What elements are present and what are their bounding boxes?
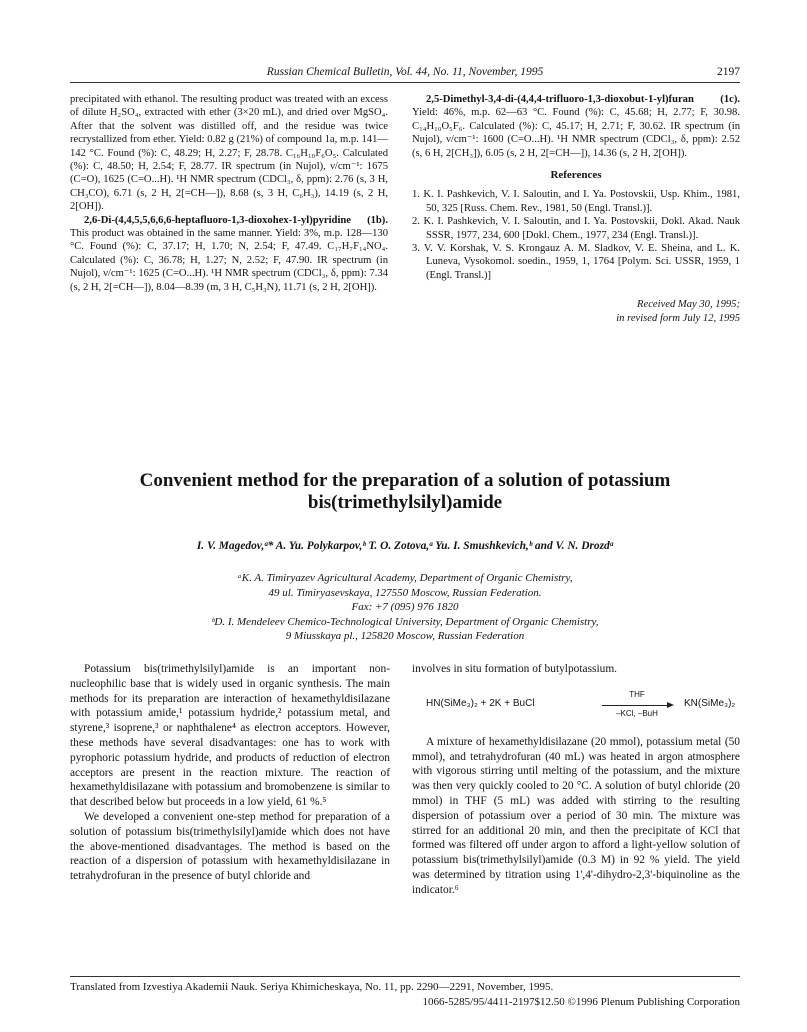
compound-1c-body: Yield: 46%, m.p. 62—63 °C. Found (%): C, 45.68; H, 2.77; F, 30.98. C₁₄H₁₀O₅F₆. Calculated (%): C, 45.17; H, 2.71; F, 30.62. IR spectrum (in Nujol), ν/cm⁻¹: 1600 (C=O...H). ¹H NMR spectrum (CDCl₃, δ, ppm): 2.52 (s, 6 H, 2[CH₃]), 6.05 (s, 2 H, 2[=CH—]), 14.36 (s, 2 H, 2[OH]). [412, 107, 740, 159]
compound-1c-title: 2,5-Dimethyl-3,4-di-(4,4,4-trifluoro-1,3-dioxobut-1-yl)furan (1c). [426, 94, 740, 105]
article-title-line-1: Convenient method for the preparation of a solution of potassium [139, 470, 671, 491]
header-rule [70, 82, 740, 83]
references-heading: References [550, 169, 602, 182]
experimental-paragraph-1c [412, 93, 740, 160]
compound-1b-body: This product was obtained in the same manner. Yield: 3%, m.p. 128—130 °C. Found (%): C, 37.17; H, 1.70; N, 2.54; F, 47.49. C₁₇H₇F₁₄NO₄. Calculated (%): C, 36.78; H, 1.27; N, 2.52; F, 47.90. IR spectrum (in Nujol), ν/cm⁻¹: 1625 (C=O...H). ¹H NMR spectrum (CDCl₃, δ, ppm): 7.34 (s, 2 H, 2[=CH—]), 8.04—8.39 (m, 3 H, C₅H₃N), 11.71 (s, 2 H, 2[OH]). [70, 228, 388, 293]
top-right-column [412, 93, 740, 325]
article-title [70, 470, 740, 514]
reference-item: 3. V. V. Korshak, V. S. Krongauz A. M. Sladkov, V. E. Sheina, and L. K. Luneva, Vysokomol. soedin., 1959, 1, 1764 [Polym. Sci. USSR, 1959, 1 (Engl. Transl.)] [412, 243, 740, 281]
reaction-scheme [412, 683, 740, 727]
reference-item: 1. K. I. Pashkevich, V. I. Saloutin, and I. Ya. Postovskii, Usp. Khim., 1981, 50, 325 [Russ. Chem. Rev., 1981, 50 (Engl. Transl.)]. [412, 189, 740, 214]
scheme-reactants: HN(SiMe₃)₂ + 2K + BuCl [426, 697, 535, 709]
body-left-column [70, 662, 390, 884]
experimental-paragraph-1a: precipitated with ethanol. The resulting product was treated with an excess of dilute H₂SO₄, extracted with ether (3×20 mL), and dried over MgSO₄. After that the solvent was distilled off, and the residue was twice recrystallized from ether. Yield: 0.82 g (21%) of compound 1a, m.p. 141—142 °C. Found (%): C, 48.29; H, 2.27; F, 28.78. C₁₆H₁₀F₆O₅. Calculated (%): C, 48.50; H, 2.54; F, 28.77. IR spectrum (in Nujol), ν/cm⁻¹: 1675 (C=O), 1625 (C=O...H). ¹H NMR spectrum (CDCl₃, δ, ppm): 2.76 (s, 3 H, CH₃CO), 6.71 (s, 2 H, 2[=CH—]), 8.68 (s, 3 H, C₆H₃), 14.19 (s, 2 H, 2[OH]). [70, 94, 388, 213]
affiliation-line: 9 Miusskaya pl., 125820 Moscow, Russian Federation [285, 630, 525, 643]
reference-item: 2. K. I. Pashkevich, V. I. Saloutin, and I. Ya. Postovskii, Dokl. Akad. Nauk SSSR, 1977, 234, 600 [Dokl. Chem., 1977, 234 (Engl. Transl.)]. [412, 216, 740, 241]
received-date: Received May 30, 1995; [637, 299, 740, 311]
affiliation-line: Fax: +7 (095) 976 1820 [351, 601, 459, 614]
page-number: 2197 [717, 66, 740, 78]
body-paragraph: involves in situ formation of butylpotassium. [412, 663, 618, 675]
journal-citation: Russian Chemical Bulletin, Vol. 44, No. 11, November, 1995 [266, 66, 544, 78]
experimental-paragraph-1b [70, 214, 388, 294]
footer-rule [70, 976, 740, 977]
affiliation-line: ᵃK. A. Timiryazev Agricultural Academy, Department of Organic Chemistry, [237, 572, 573, 584]
translation-note: Translated from Izvestiya Akademii Nauk. Seriya Khimicheskaya, No. 11, pp. 2290—2291, November, 1995. [70, 981, 554, 993]
body-paragraph: A mixture of hexamethyldisilazane (20 mmol), potassium metal (50 mmol), and tetrahydrofuran (40 mL) was heated in argon atmosphere with vigorous stirring until melting of the potassium, and the mixture was then very quickly cooled to 20 °C. A solution of butyl chloride (20 mmol) in THF (5 mL) was added with stirring to the resulting dispersion of potassium over a period of 30 min. The mixture was stirred for an additional 20 min, and then the precipitate of KCl that formed was filtered off under argon to afford a light-yellow solution of potassium bis(trimethylsilyl)amide (0.3 M) in 92 % yield. The yield was determined by titration using 1',4'-dihydro-2,3'-biquinoline as the indicator.⁶ [412, 735, 740, 896]
running-header [70, 66, 740, 78]
top-left-column [70, 93, 388, 294]
authors: I. V. Magedov,ᵃ* A. Yu. Polykarpov,ᵇ T. O. Zotova,ᵃ Yu. I. Smushkevich,ᵇ and V. N. Drozdᵃ [196, 540, 614, 552]
body-right-column [412, 662, 740, 898]
arrow-conditions-top: THF [629, 689, 645, 699]
scheme-product: KN(SiMe₃)₂ [684, 697, 736, 709]
received-dates [412, 298, 740, 325]
footer [70, 980, 740, 1009]
affiliations [70, 571, 740, 644]
affiliation-line: ᵇD. I. Mendeleev Chemico-Technological University, Department of Organic Chemistry, [211, 615, 599, 628]
arrow-icon [602, 705, 672, 706]
arrow-conditions-bottom: –KCl, –BuH [616, 708, 658, 718]
article-title-line-2: bis(trimethylsilyl)amide [307, 492, 503, 513]
affiliation-line: 49 ul. Timiryasevskaya, 127550 Moscow, Russian Federation. [268, 586, 542, 599]
body-paragraph: We developed a convenient one-step method for preparation of a solution of potassium bis(trimethylsilyl)amide which does not have the above-mentioned disadvantages. The method is based on the reaction of a dispersion of potassium with hexamethyldisilazane in tetrahydrofuran in the presence of butyl chloride and [70, 810, 390, 883]
revised-date: in revised form July 12, 1995 [616, 312, 740, 324]
body-paragraph: Potassium bis(trimethylsilyl)amide is an important non-nucleophilic base that is widely used in organic synthesis. The main methods for its preparation are interaction of hexamethyldisilazane with potassium amide,¹ potassium hydride,² potassium metal, and styrene,³ isoprene,³ or naphthalene⁴ as electron acceptors. However, these methods have several disadvantages: one has to work with pyrophoric potassium hydride, and products of reduction of electron acceptors are present in the reaction mixture. The reaction of hexamethyldisilazane with potassium and bromobenzene is similar to that described below but proceeds in a low yield, 61 %.⁵ [70, 663, 390, 809]
reaction-arrow [602, 688, 672, 722]
compound-1b-title: 2,6-Di-(4,4,5,5,6,6,6-heptafluoro-1,3-dioxohex-1-yl)pyridine (1b). [84, 214, 388, 226]
copyright-line: 1066-5285/95/4411-2197$12.50 ©1996 Plenum Publishing Corporation [422, 995, 740, 1008]
